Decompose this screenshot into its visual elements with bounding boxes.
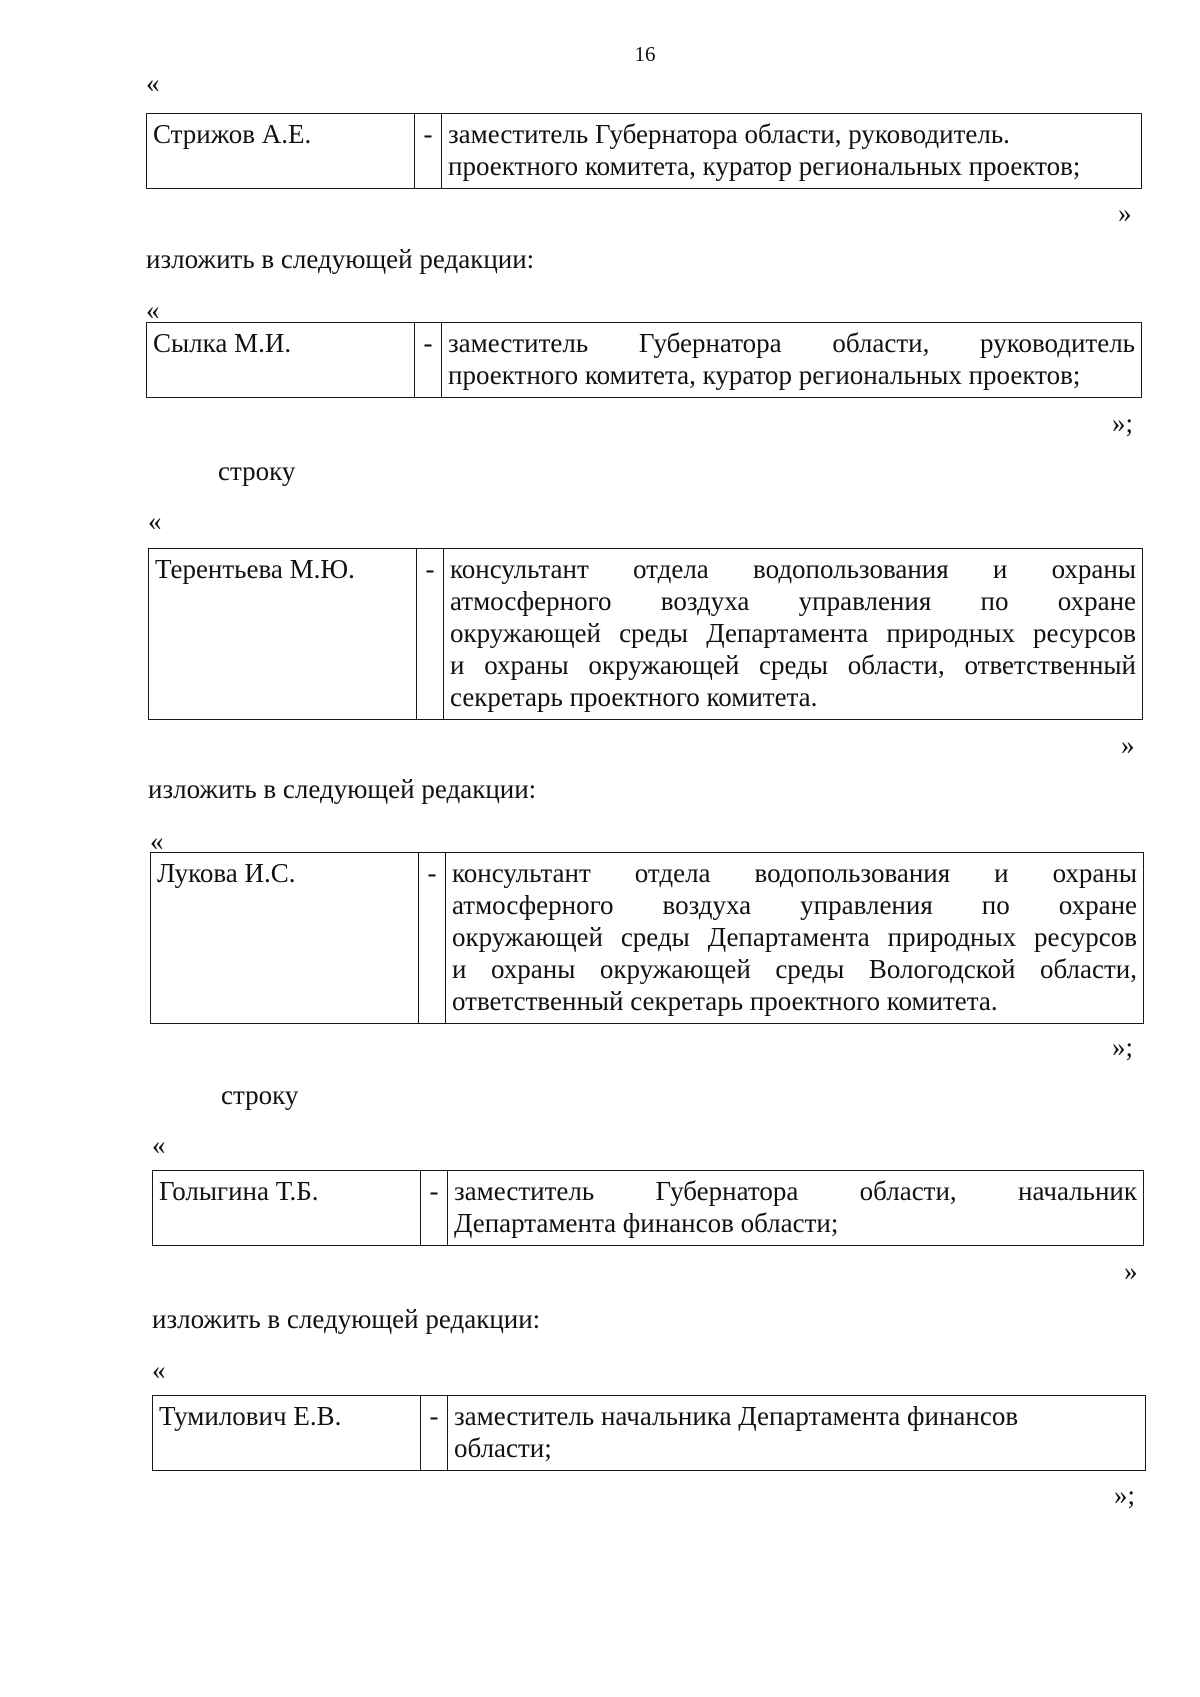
entry-table: [152, 1170, 1144, 1246]
open-quote: «: [146, 68, 160, 98]
description-line: и охраны окружающей среды Вологодской области,: [452, 954, 1137, 984]
description-line: проектного комитета, куратор региональных проектов;: [448, 360, 1081, 390]
open-quote: «: [146, 295, 160, 325]
entry-name: Лукова И.С.: [151, 853, 419, 1024]
description-line: секретарь проектного комитета.: [450, 682, 818, 712]
description-line: Департамента финансов области;: [454, 1208, 839, 1238]
entry-name: Терентьева М.Ю.: [149, 549, 417, 720]
entry-description: [442, 323, 1142, 398]
close-quote-semicolon: »;: [1112, 1032, 1134, 1062]
description-line: атмосферного воздуха управления по охране: [450, 586, 1136, 616]
entry-description: [448, 1396, 1146, 1471]
entry-description: [446, 853, 1144, 1024]
close-quote: »: [1124, 1256, 1138, 1286]
description-line: ответственный секретарь проектного комитета.: [452, 986, 998, 1016]
entry-table: [148, 548, 1143, 720]
entry-description: [444, 549, 1143, 720]
description-line: и охраны окружающей среды области, ответственный: [450, 650, 1136, 680]
description-line: атмосферного воздуха управления по охране: [452, 890, 1137, 920]
entry-name: Стрижов А.Е.: [147, 114, 415, 189]
entry-name: Голыгина Т.Б.: [153, 1171, 421, 1246]
entry-dash: -: [417, 549, 444, 720]
instruction-replace: изложить в следующей редакции:: [152, 1304, 541, 1334]
close-quote: »: [1118, 198, 1132, 228]
description-line: области;: [454, 1433, 552, 1463]
open-quote: «: [150, 826, 164, 856]
entry-dash: -: [419, 853, 446, 1024]
instruction-replace: изложить в следующей редакции:: [148, 774, 537, 804]
description-line: консультант отдела водопользования и охраны: [452, 858, 1137, 888]
entry-dash: -: [415, 114, 442, 189]
open-quote: «: [148, 506, 162, 536]
entry-description: [442, 114, 1142, 189]
description-line: проектного комитета, куратор региональных проектов;: [448, 151, 1081, 181]
page-number: 16: [634, 42, 656, 66]
instruction-line: строку: [221, 1080, 299, 1110]
open-quote: «: [152, 1355, 166, 1385]
entry-dash: -: [421, 1396, 448, 1471]
instruction-line: строку: [218, 456, 296, 486]
entry-dash: -: [421, 1171, 448, 1246]
entry-name: Тумилович Е.В.: [153, 1396, 421, 1471]
description-line: заместитель начальника Департамента финансов: [454, 1401, 1019, 1431]
description-line: заместитель Губернатора области, руководитель.: [448, 119, 1010, 149]
description-line: консультант отдела водопользования и охраны: [450, 554, 1136, 584]
close-quote-semicolon: »;: [1114, 1480, 1136, 1510]
instruction-replace: изложить в следующей редакции:: [146, 244, 535, 274]
close-quote: »: [1121, 730, 1135, 760]
entry-table: [150, 852, 1144, 1024]
description-line: окружающей среды Департамента природных ресурсов: [450, 618, 1136, 648]
entry-table: [152, 1395, 1146, 1471]
entry-table: [146, 113, 1142, 189]
entry-description: [448, 1171, 1144, 1246]
entry-name: Сылка М.И.: [147, 323, 415, 398]
close-quote-semicolon: »;: [1112, 408, 1134, 438]
entry-table: [146, 322, 1142, 398]
entry-dash: -: [415, 323, 442, 398]
description-line: заместитель Губернатора области, руководитель: [448, 328, 1135, 358]
description-line: окружающей среды Департамента природных ресурсов: [452, 922, 1137, 952]
open-quote: «: [152, 1130, 166, 1160]
description-line: заместитель Губернатора области, начальник: [454, 1176, 1137, 1206]
